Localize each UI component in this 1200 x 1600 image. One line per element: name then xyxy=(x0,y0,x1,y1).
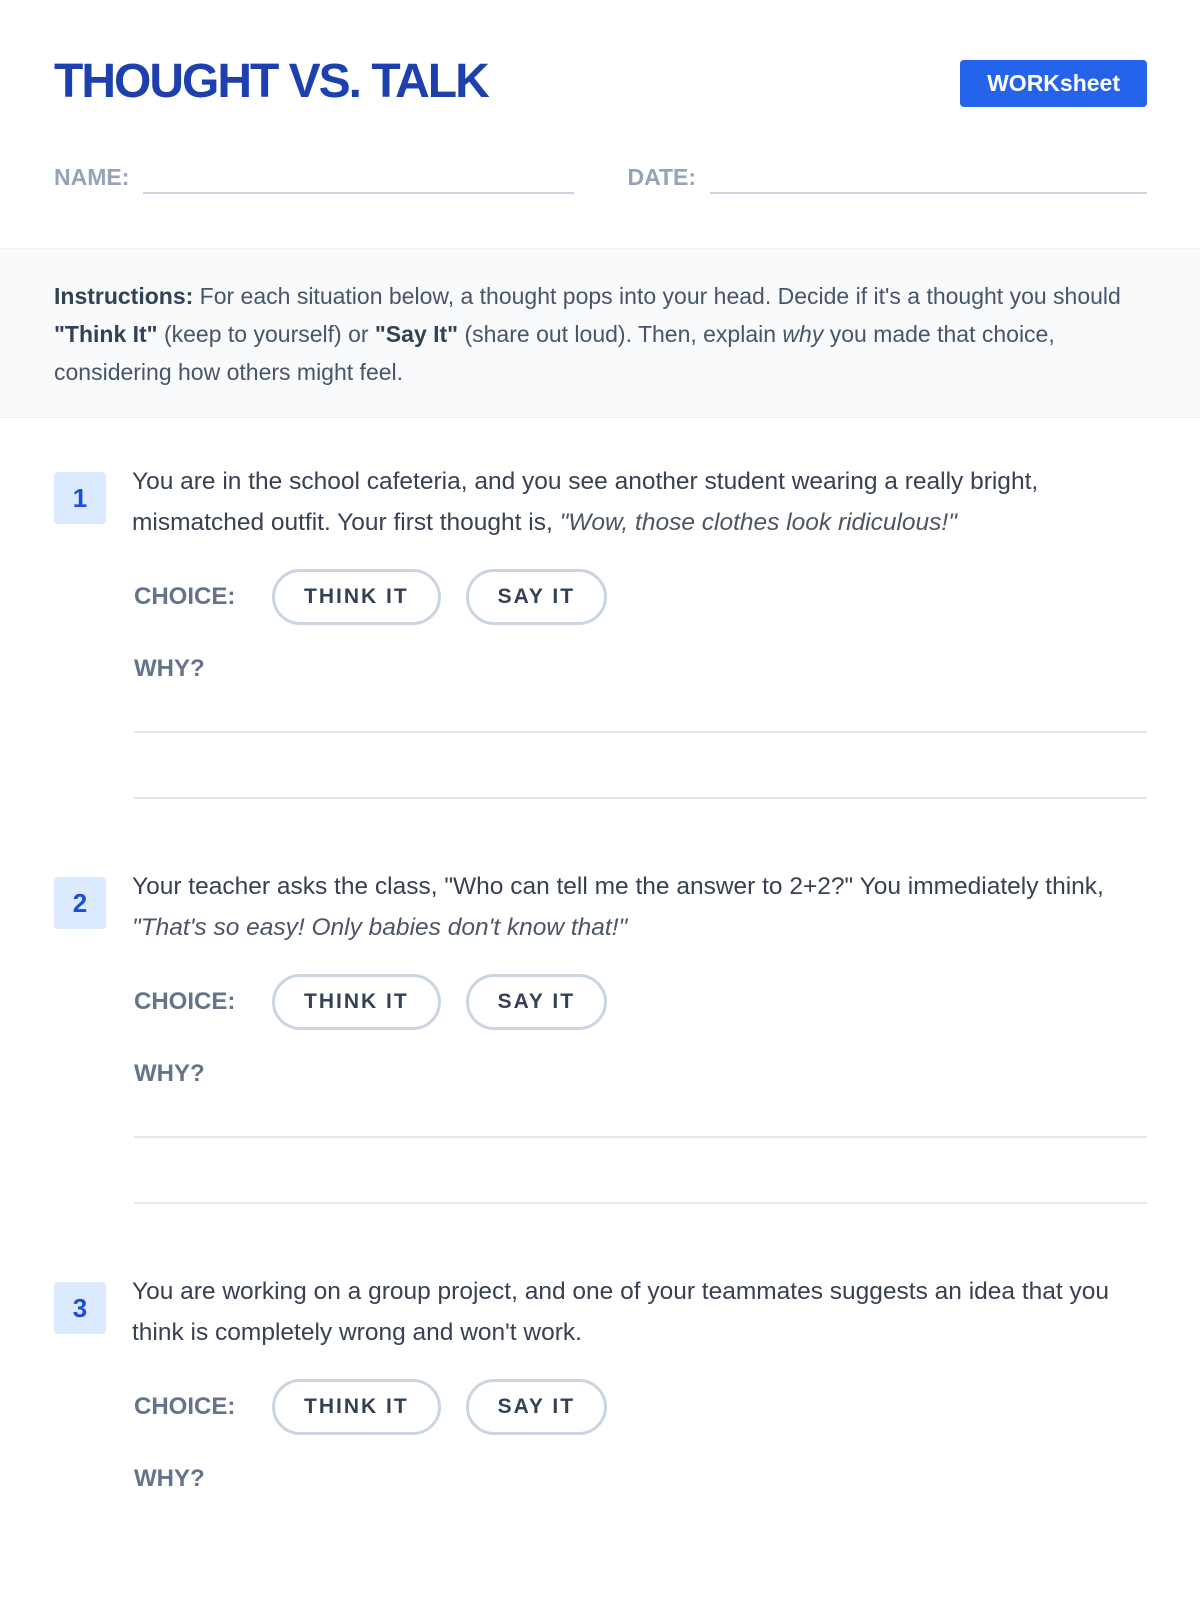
question-text: You are working on a group project, and one of your teammates suggests an idea that you think is completely wrong and won't work. xyxy=(132,1278,1109,1346)
why-label: WHY? xyxy=(134,1465,205,1492)
instructions-text-3: (share out loud). Then, explain xyxy=(458,321,783,347)
question-number: 2 xyxy=(54,877,106,929)
think-it-button[interactable]: THINK IT xyxy=(272,1379,441,1435)
date-label: DATE: xyxy=(627,164,697,190)
think-it-term: "Think It" xyxy=(54,321,158,347)
why-answer-area[interactable] xyxy=(134,1136,1147,1204)
name-label: NAME: xyxy=(54,164,130,190)
answer-line[interactable] xyxy=(134,731,1147,733)
page-title: THOUGHT VS. TALK xyxy=(54,55,488,108)
choice-label: CHOICE: xyxy=(134,988,236,1015)
name-field-group xyxy=(54,156,574,194)
instructions-text-2: (keep to yourself) or xyxy=(157,321,375,347)
say-it-button[interactable]: SAY IT xyxy=(466,974,607,1030)
choice-row xyxy=(134,974,1147,1030)
date-field[interactable] xyxy=(710,156,1147,194)
question-number: 1 xyxy=(54,472,106,524)
answer-line[interactable] xyxy=(134,1202,1147,1204)
question-thought: "Wow, those clothes look ridiculous!" xyxy=(559,509,957,536)
question-2 xyxy=(54,863,1147,1204)
instructions-text-4: you made that choice, considering how others might feel. xyxy=(54,321,1055,385)
choice-label: CHOICE: xyxy=(134,583,236,610)
instructions-text-1: For each situation below, a thought pops into your head. Decide if it's a thought you should xyxy=(193,283,1121,309)
name-field[interactable] xyxy=(143,156,573,194)
answer-line[interactable] xyxy=(134,797,1147,799)
say-it-term: "Say It" xyxy=(374,321,459,347)
why-emphasis: why xyxy=(782,321,824,347)
choice-row xyxy=(134,569,1147,625)
question-1 xyxy=(54,458,1147,799)
question-list xyxy=(0,418,1200,1493)
question-text: You are in the school cafeteria, and you see another student wearing a really bright, mismatched outfit. Your first thought is, "Wow, those clothes look ridiculous!" xyxy=(132,468,1039,536)
instructions-box xyxy=(0,248,1200,418)
date-field-group xyxy=(628,156,1148,194)
instructions-lead: Instructions: xyxy=(54,283,194,309)
say-it-button[interactable]: SAY IT xyxy=(466,1379,607,1435)
choice-label: CHOICE: xyxy=(134,1393,236,1420)
question-thought: "That's so easy! Only babies don't know that!" xyxy=(132,914,628,941)
choice-row xyxy=(134,1379,1147,1435)
why-label: WHY? xyxy=(134,1060,205,1087)
answer-line[interactable] xyxy=(134,1136,1147,1138)
say-it-button[interactable]: SAY IT xyxy=(466,569,607,625)
question-3 xyxy=(54,1268,1147,1493)
question-text: Your teacher asks the class, "Who can tell me the answer to 2+2?" You immediately think, "That's so easy! Only babies don't know that!" xyxy=(132,873,1104,941)
worksheet-badge: WORKsheet xyxy=(960,60,1147,107)
think-it-button[interactable]: THINK IT xyxy=(272,569,441,625)
think-it-button[interactable]: THINK IT xyxy=(272,974,441,1030)
why-label: WHY? xyxy=(134,655,205,682)
why-answer-area[interactable] xyxy=(134,731,1147,799)
student-info-row xyxy=(54,156,1147,194)
question-number: 3 xyxy=(54,1282,106,1334)
worksheet-header xyxy=(0,0,1200,248)
